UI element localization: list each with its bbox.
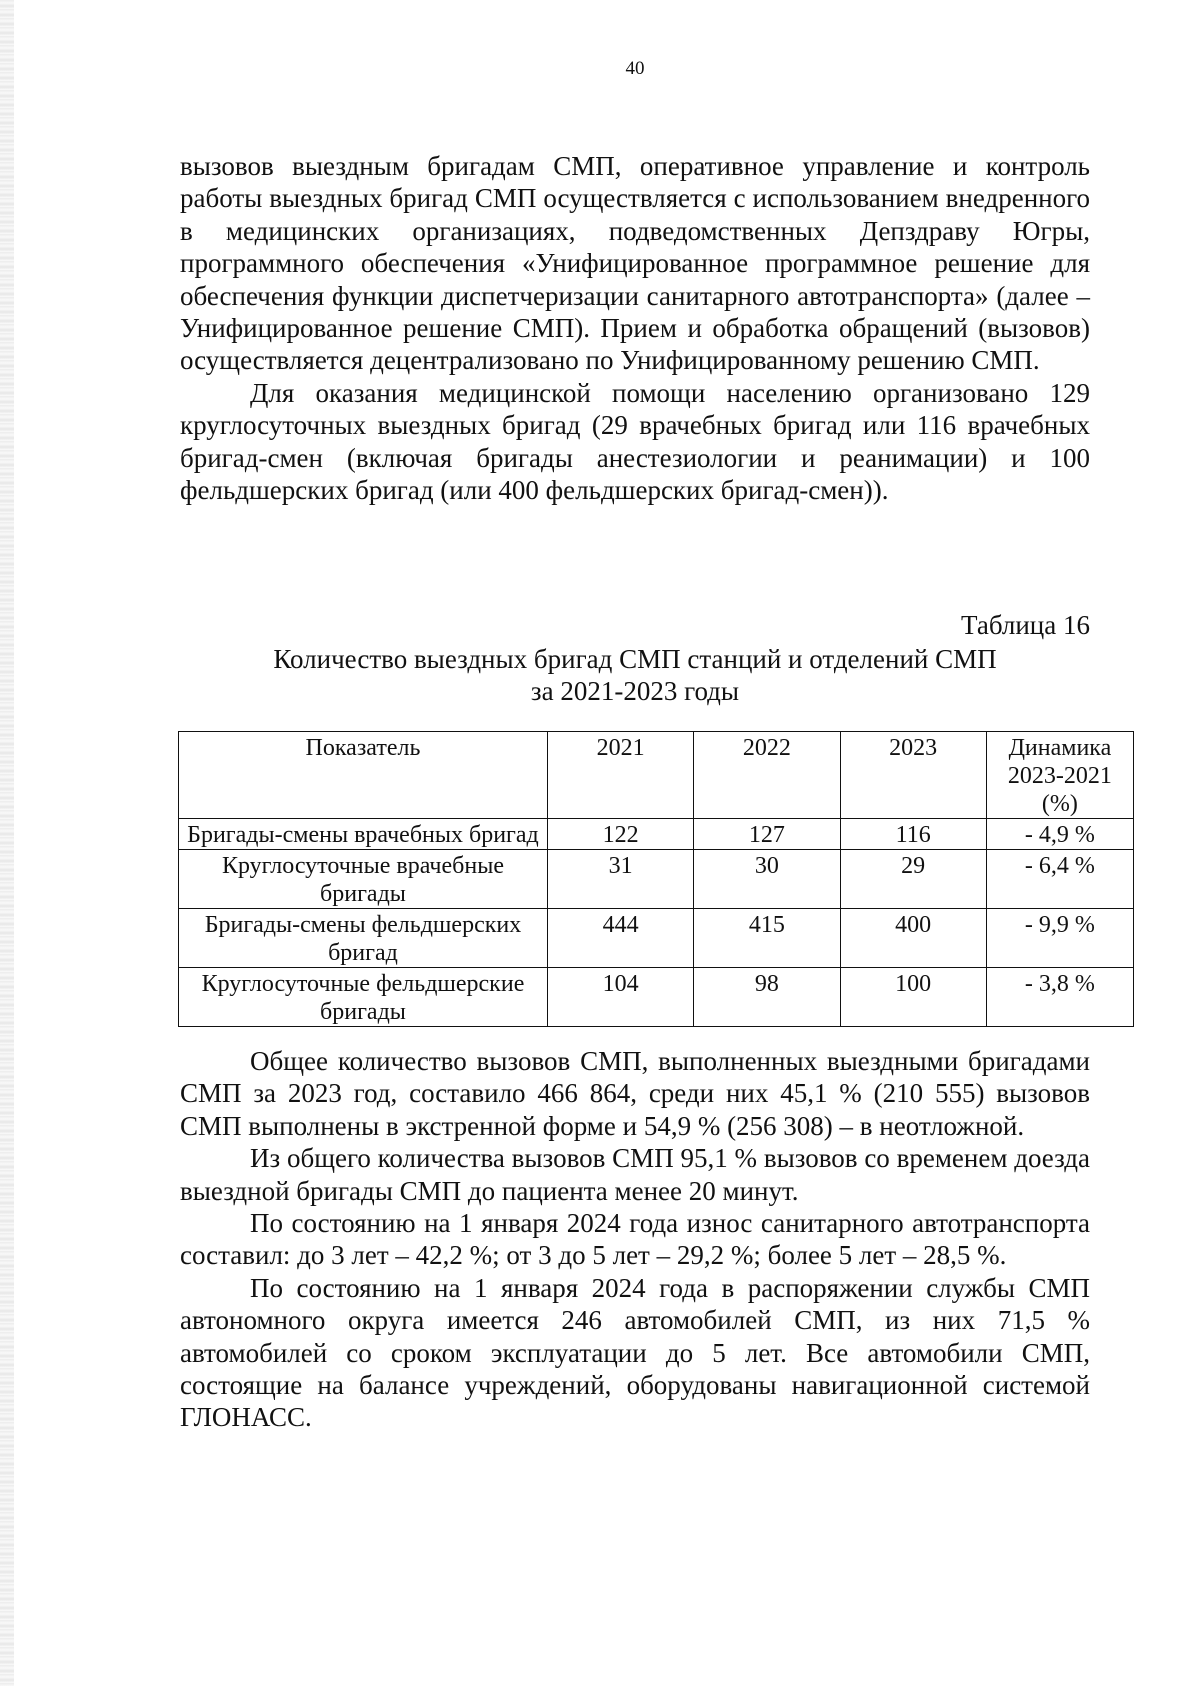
paragraph: Из общего количества вызовов СМП 95,1 % вызовов со временем доезда выездной бригады СМП до пациента менее 20 минут. bbox=[180, 1143, 1090, 1206]
cell-indicator: Бригады-смены фельдшерских бригад bbox=[179, 909, 548, 968]
cell-dynamics: - 3,8 % bbox=[986, 968, 1133, 1027]
brigades-table bbox=[178, 731, 1134, 1027]
scan-edge-artifact bbox=[0, 0, 14, 1686]
cell-2021: 104 bbox=[547, 968, 693, 1027]
page-number: 40 bbox=[625, 58, 645, 79]
table-title-line-2: за 2021-2023 годы bbox=[530, 676, 740, 706]
header-2022: 2022 bbox=[694, 732, 840, 819]
cell-2022: 415 bbox=[694, 909, 840, 968]
table-header-row bbox=[179, 732, 1134, 819]
cell-dynamics: - 6,4 % bbox=[986, 850, 1133, 909]
cell-2022: 98 bbox=[694, 968, 840, 1027]
cell-2023: 29 bbox=[840, 850, 986, 909]
cell-indicator: Круглосуточные врачебные бригады bbox=[179, 850, 548, 909]
text-block-top bbox=[180, 150, 1090, 506]
cell-indicator: Бригады-смены врачебных бригад bbox=[179, 819, 548, 850]
paragraph: По состоянию на 1 января 2024 года в распоряжении службы СМП автономного округа имеется 246 автомобилей СМП, из них 71,5 % автомобилей со сроком эксплуатации до 5 лет. Все автомобили СМП, состоящие на балансе учреждений, оборудованы навигационной системой ГЛОНАСС. bbox=[180, 1272, 1090, 1433]
table-title bbox=[180, 643, 1090, 707]
header-2021: 2021 bbox=[547, 732, 693, 819]
table-row bbox=[179, 909, 1134, 968]
table-row bbox=[179, 968, 1134, 1027]
cell-indicator: Круглосуточные фельдшерские бригады bbox=[179, 968, 548, 1027]
table-number-label: Таблица 16 bbox=[961, 610, 1090, 640]
cell-dynamics: - 4,9 % bbox=[986, 819, 1133, 850]
cell-2021: 122 bbox=[547, 819, 693, 850]
header-dynamics: Динамика 2023-2021 (%) bbox=[986, 732, 1133, 819]
cell-2021: 444 bbox=[547, 909, 693, 968]
text-block-bottom bbox=[180, 1045, 1090, 1434]
cell-2023: 116 bbox=[840, 819, 986, 850]
cell-dynamics: - 9,9 % bbox=[986, 909, 1133, 968]
table-row bbox=[179, 819, 1134, 850]
cell-2022: 30 bbox=[694, 850, 840, 909]
paragraph: Общее количество вызовов СМП, выполненных выездными бригадами СМП за 2023 год, составило 466 864, среди них 45,1 % (210 555) вызовов СМП выполнены в экстренной форме и 54,9 % (256 308) – в неотложной. bbox=[180, 1046, 1090, 1141]
header-indicator: Показатель bbox=[179, 732, 548, 819]
cell-2022: 127 bbox=[694, 819, 840, 850]
cell-2021: 31 bbox=[547, 850, 693, 909]
table-title-line-1: Количество выездных бригад СМП станций и отделений СМП bbox=[273, 644, 997, 674]
cell-2023: 400 bbox=[840, 909, 986, 968]
table-row bbox=[179, 850, 1134, 909]
cell-2023: 100 bbox=[840, 968, 986, 1027]
header-2023: 2023 bbox=[840, 732, 986, 819]
paragraph: вызовов выездным бригадам СМП, оперативное управление и контроль работы выездных бригад СМП осуществляется с использованием внедренного в медицинских организациях, подведомственных Депздраву Югры, программного обеспечения «Унифицированное программное решение для обеспечения функции диспетчеризации санитарного автотранспорта» (далее – Унифицированное решение СМП). Прием и обработка обращений (вызовов) осуществляется децентрализовано по Унифицированному решению СМП. bbox=[180, 151, 1090, 376]
paragraph: По состоянию на 1 января 2024 года износ санитарного автотранспорта составил: до 3 лет – 42,2 %; от 3 до 5 лет – 29,2 %; более 5 лет – 28,5 %. bbox=[180, 1208, 1090, 1271]
paragraph: Для оказания медицинской помощи населению организовано 129 круглосуточных выездных бригад (29 врачебных бригад или 116 врачебных бригад-смен (включая бригады анестезиологии и реанимации) и 100 фельдшерских бригад (или 400 фельдшерских бригад-смен)). bbox=[180, 377, 1090, 506]
